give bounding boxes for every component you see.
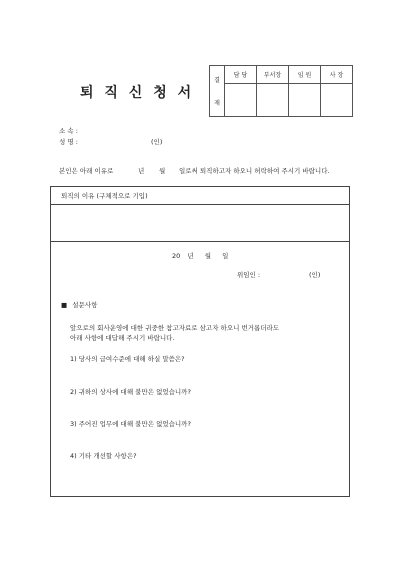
name-seal: (인)	[151, 138, 163, 146]
date-year-unit: 년	[187, 252, 194, 260]
statement-suffix: 일로써 퇴직하고자 하오니 허락하여 주시기 바랍니다.	[179, 167, 330, 175]
approval-header-staff: 담 당	[225, 66, 257, 84]
survey-question-2: 2) 귀하의 상사에 대해 불만은 없었습니까?	[70, 388, 191, 396]
reason-header	[51, 187, 349, 205]
survey-box	[50, 240, 350, 497]
approval-header-president: 사 장	[321, 66, 353, 84]
approval-table	[209, 65, 353, 117]
approval-sign-staff[interactable]	[225, 84, 257, 117]
approval-header-dept-head: 부서장	[257, 66, 289, 84]
survey-heading	[61, 300, 97, 309]
date-day-unit: 일	[222, 252, 229, 260]
survey-intro-line1: 앞으로의 회사운영에 대한 귀중한 참고자료로 삼고자 하오니 번거롭더라도	[70, 324, 280, 332]
approval-sign-executive[interactable]	[289, 84, 321, 117]
statement-month-unit: 월	[159, 167, 166, 175]
reason-input-area[interactable]	[51, 205, 349, 241]
date-prefix: 20	[172, 252, 181, 260]
name-label: 성 명 :	[59, 138, 78, 146]
survey-question-3: 3) 주어진 업무에 대해 불만은 없었습니까?	[70, 420, 191, 428]
approval-side-label	[210, 66, 225, 117]
affiliation-label: 소 속 :	[59, 127, 78, 135]
survey-intro-line2: 아래 사항에 대답해 주시기 바랍니다.	[70, 334, 175, 342]
approval-header-executive: 임 원	[289, 66, 321, 84]
approval-side-label-top: 결	[214, 77, 220, 84]
document-title: 퇴 직 신 청 서	[80, 85, 195, 101]
survey-marker-icon: ■	[61, 301, 68, 309]
date-month-unit: 월	[204, 252, 211, 260]
reason-header-label: 퇴직의 이유 (구체적으로 기입)	[61, 192, 148, 200]
statement-year-unit: 년	[138, 167, 145, 175]
approval-sign-dept-head[interactable]	[257, 84, 289, 117]
signer-seal: (인)	[309, 271, 321, 279]
approval-sign-president[interactable]	[321, 84, 353, 117]
approval-side-label-bottom: 재	[214, 100, 220, 107]
date-line	[172, 251, 228, 260]
statement-prefix: 본인은 아래 이유로	[59, 167, 114, 175]
signer-label: 위임인 :	[237, 271, 261, 279]
survey-heading-label: 설문사항	[72, 301, 98, 309]
reason-box	[50, 186, 350, 242]
survey-question-4: 4) 기타 개선할 사항은?	[70, 452, 137, 460]
survey-question-1: 1) 당사의 급여수준에 대해 하실 말씀은?	[70, 355, 185, 363]
